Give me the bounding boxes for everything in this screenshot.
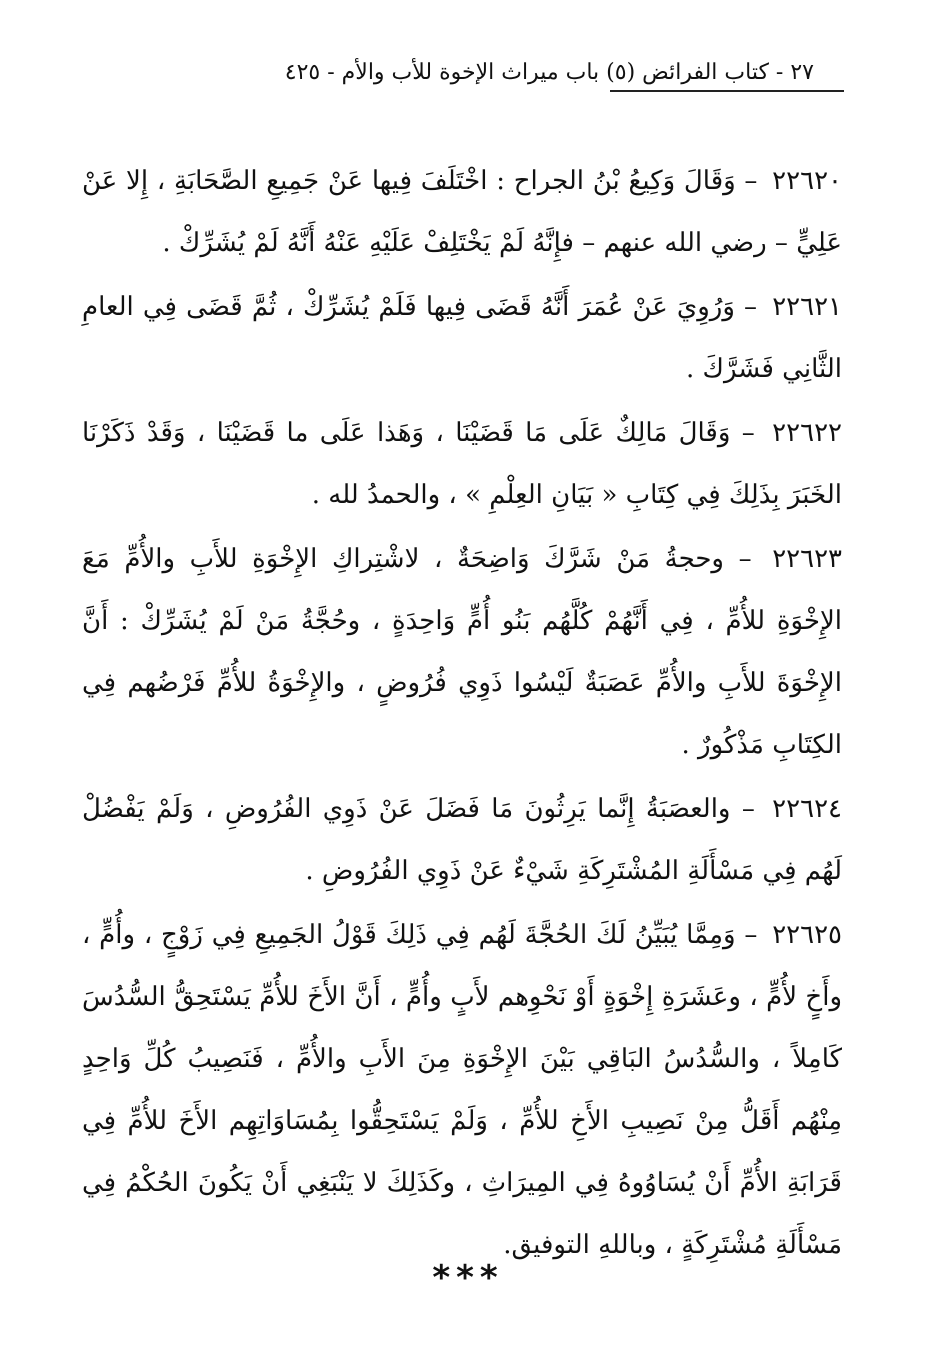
paragraph-number: ٢٢٦٢٣ [772,544,843,574]
header-title: ٢٧ - كتاب الفرائض (٥) باب ميراث الإخوة للأب والأم - ٤٢٥ [284,60,814,85]
paragraph-text: – وَرُوِيَ عَنْ عُمَرَ أَنَّهُ قَضَى فِيها فَلَمْ يُشَرِّكْ ، ثُمَّ قَضَى فِي العامِ الثَّانِي فَشَرَّكَ . [82,292,842,384]
section-separator: *** [432,1258,504,1298]
paragraph-number: ٢٢٦٢٥ [772,920,843,950]
paragraph-number: ٢٢٦٢١ [772,292,843,322]
paragraph-number: ٢٢٦٢٠ [772,166,842,196]
paragraph-22625 [82,904,842,1276]
paragraph-number: ٢٢٦٢٢ [772,418,842,448]
paragraph-22624 [82,778,842,902]
paragraph-text: – وَقَالَ مَالِكٌ عَلَى مَا قَضَيْنَا ، وَهَذا عَلَى ما قَضَيْنَا ، وَقَدْ ذَكَرْنَا الخَبَرَ بِذَلِكَ فِي كِتَابِ « بَيَانِ العِلْمِ » ، والحمدُ لله . [82,418,842,510]
paragraph-text: – وَمِمَّا يُبَيِّنُ لَكَ الحُجَّةَ لَهُم فِي ذَلِكَ قَوْلُ الجَمِيعِ فِي زَوْجٍ ، وأُمٍّ ، وأَخٍ لأُمٍّ ، وعَشَرَةِ إِخْوَةٍ أَوْ نَحْوِهم لأَبٍ وأُمٍّ ، أَنَّ الأَخَ للأُمِّ يَسْتَحِقُّ السُّدُسَ كَامِلاً ، والسُّدُسُ البَاقِي بَيْنَ الإِخْوَةِ مِنَ الأَبِ والأُمِّ ، فَنَصِيبُ كُلِّ وَاحِدٍ مِنْهُم أَقَلُّ مِنْ نَصِيبِ الأَخِ للأُمِّ ، وَلَمْ يَسْتَحِقُّوا بِمُسَاوَاتِهِم الأَخَ للأُمِّ فِي قَرَابَةِ الأُمِّ أَنْ يُسَاوُوهُ فِي المِيرَاثِ ، وكَذَلِكَ لا يَنْبَغِي أَنْ يَكُونَ الحُكْمُ فِي مَسْأَلَةِ مُشْتَرِكَةٍ ، وباللهِ التوفيق. [82,920,842,1260]
paragraph-22620 [82,150,842,274]
paragraph-number: ٢٢٦٢٤ [772,794,842,824]
paragraph-text: – وَقَالَ وَكِيعُ بْنُ الجراح : اخْتَلَفَ فِيها عَنْ جَمِيعِ الصَّحَابَةِ ، إِلا عَنْ عَلِيٍّ – رضي الله عنهم – فإِنَّهُ لَمْ يَخْتَلِفْ عَلَيْهِ عَنْهُ أَنَّهُ لَمْ يُشَرِّكْ . [82,166,842,258]
paragraph-22623 [82,528,842,776]
paragraph-22622 [82,402,842,526]
paragraph-text: – وحجةُ مَنْ شَرَّكَ وَاضِحَةٌ ، لاشْتِراكِ الإِخْوَةِ للأَبِ والأُمِّ مَعَ الإِخْوَةِ للأُمِّ ، فِي أَنَّهُمْ كُلَّهُم بَنُو أُمٍّ وَاحِدَةٍ ، وحُجَّةُ مَنْ لَمْ يُشَرِّكْ : أَنَّ الإِخْوَةَ للأَبِ والأُمِّ عَصَبَةٌ لَيْسُوا ذَوِي فُرُوضٍ ، والإِخْوَةُ للأُمِّ فَرْضُهم فِي الكِتَابِ مَذْكُورٌ . [82,544,842,760]
paragraph-text: – والعصَبَةُ إِنَّما يَرِثُونَ مَا فَضَلَ عَنْ ذَوِي الفُرُوضِ ، وَلَمْ يَفْضُلْ لَهُم فِي مَسْأَلَةِ المُشْتَرِكَةِ شَيْءٌ عَنْ ذَوِي الفُرُوضِ . [82,794,842,886]
running-header [80,58,844,98]
main-text [82,150,842,1278]
paragraph-22621 [82,276,842,400]
